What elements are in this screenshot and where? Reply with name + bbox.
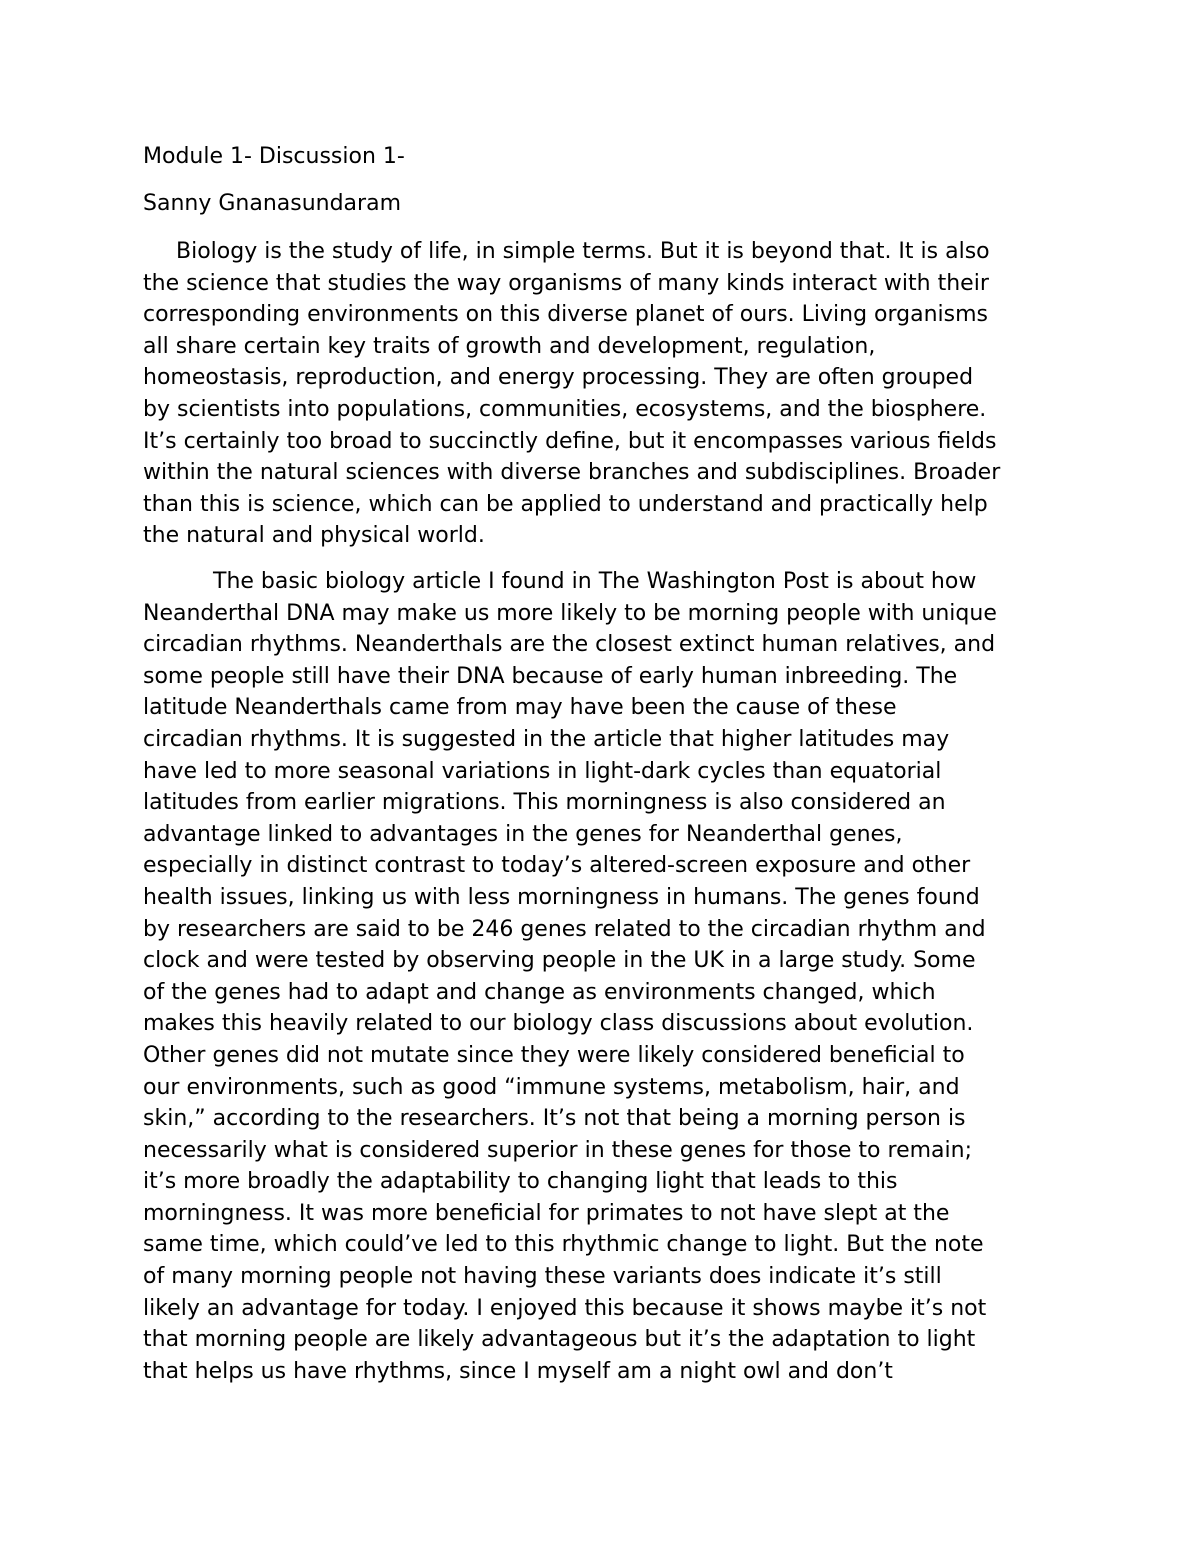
- paragraph-line: circadian rhythms. It is suggested in the article that higher latitudes may: [143, 726, 950, 752]
- paragraph-line: makes this heavily related to our biology class discussions about evolution.: [143, 1011, 974, 1037]
- author-text: Sanny Gnanasundaram: [143, 191, 401, 216]
- paragraph-line: of the genes had to adapt and change as environments changed, which: [143, 979, 936, 1005]
- paragraph-line: Neanderthal DNA may make us more likely to be morning people with unique: [143, 600, 997, 626]
- paragraph-line: necessarily what is considered superior in these genes for those to remain;: [143, 1137, 972, 1163]
- paragraph-line: than this is science, which can be applied to understand and practically help: [143, 491, 988, 517]
- paragraph-line: have led to more seasonal variations in light-dark cycles than equatorial: [143, 758, 942, 784]
- paragraph-line: The basic biology article I found in The Washington Post is about how: [213, 569, 977, 594]
- paragraph-line: that helps us have rhythms, since I myself am a night owl and don’t: [143, 1358, 893, 1384]
- paragraph-2: [143, 566, 1073, 1387]
- paragraph-line: all share certain key traits of growth and development, regulation,: [143, 333, 876, 359]
- paragraph-line: some people still have their DNA because of early human inbreeding. The: [143, 663, 958, 689]
- paragraph-line: latitude Neanderthals came from may have been the cause of these: [143, 695, 897, 721]
- paragraph-line: likely an advantage for today. I enjoyed this because it shows maybe it’s not: [143, 1295, 987, 1321]
- paragraph-line: of many morning people not having these variants does indicate it’s still: [143, 1264, 942, 1290]
- paragraph-line: by researchers are said to be 246 genes related to the circadian rhythm and: [143, 916, 986, 942]
- paragraph-line: clock and were tested by observing people in the UK in a large study. Some: [143, 948, 976, 974]
- paragraph-line: skin,” according to the researchers. It’s not that being a morning person is: [143, 1106, 966, 1132]
- paragraph-line: health issues, linking us with less morningness in humans. The genes found: [143, 884, 980, 910]
- paragraph-line: by scientists into populations, communities, ecosystems, and the biosphere.: [143, 396, 987, 422]
- paragraph-line: the natural and physical world.: [143, 523, 485, 549]
- paragraph-line: our environments, such as good “immune systems, metabolism, hair, and: [143, 1074, 960, 1100]
- paragraph-line: within the natural sciences with diverse branches and subdisciplines. Broader: [143, 460, 1001, 486]
- paragraph-line: advantage linked to advantages in the genes for Neanderthal genes,: [143, 821, 903, 847]
- paragraph-line: corresponding environments on this diverse planet of ours. Living organisms: [143, 302, 989, 328]
- paragraph-line: Biology is the study of life, in simple terms. But it is beyond that. It is also: [176, 239, 990, 264]
- paragraph-line: Other genes did not mutate since they were likely considered beneficial to: [143, 1042, 965, 1068]
- title-text: Module 1- Discussion 1-: [143, 144, 405, 169]
- paragraph-line: the science that studies the way organisms of many kinds interact with their: [143, 270, 989, 296]
- paragraph-line: homeostasis, reproduction, and energy processing. They are often grouped: [143, 365, 974, 391]
- document-title: [143, 141, 1073, 173]
- paragraph-line: It’s certainly too broad to succinctly define, but it encompasses various fields: [143, 428, 997, 454]
- paragraph-line: that morning people are likely advantageous but it’s the adaptation to light: [143, 1327, 976, 1353]
- paragraph-line: especially in distinct contrast to today’s altered-screen exposure and other: [143, 853, 971, 879]
- paragraph-line: same time, which could’ve led to this rhythmic change to light. But the note: [143, 1232, 984, 1258]
- paragraph-line: circadian rhythms. Neanderthals are the closest extinct human relatives, and: [143, 632, 996, 658]
- paragraph-line: morningness. It was more beneficial for primates to not have slept at the: [143, 1200, 950, 1226]
- paragraph-line: it’s more broadly the adaptability to changing light that leads to this: [143, 1169, 898, 1195]
- paragraph-1: [143, 236, 1073, 552]
- paragraph-line: latitudes from earlier migrations. This morningness is also considered an: [143, 790, 946, 816]
- author-name: [143, 188, 1073, 220]
